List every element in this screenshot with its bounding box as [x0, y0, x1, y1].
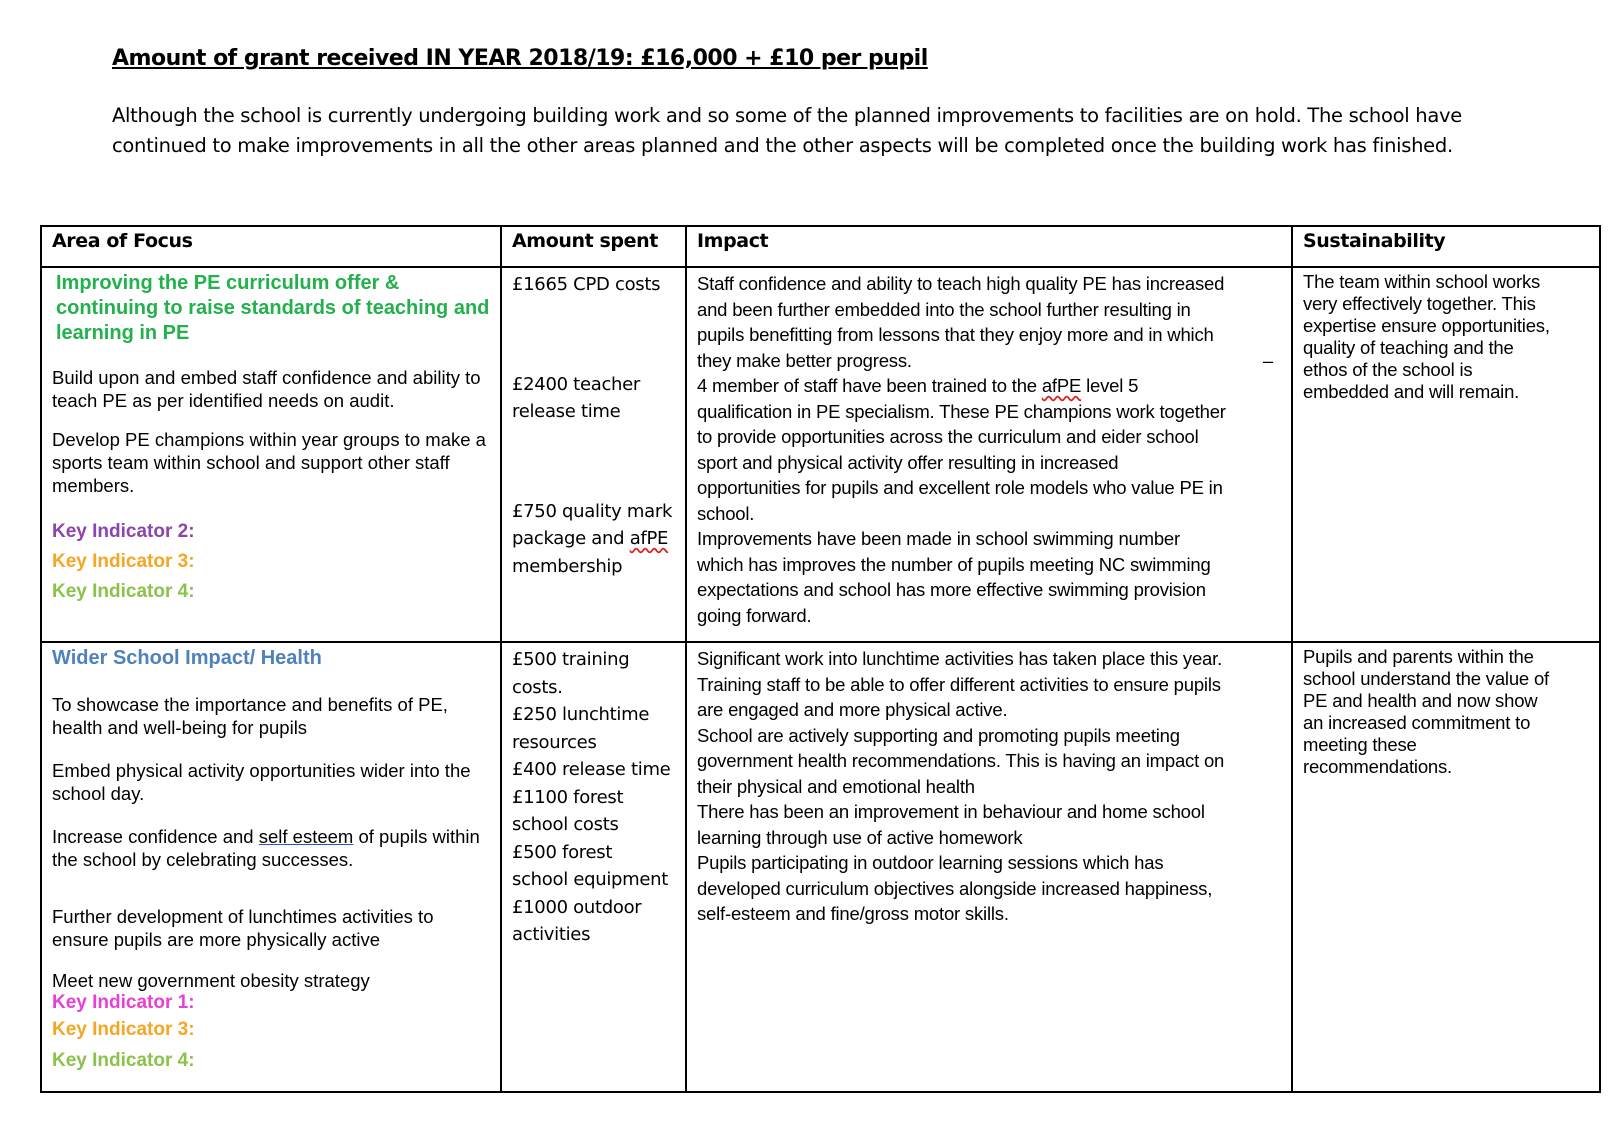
key-indicator: Key Indicator 4:	[52, 1050, 195, 1071]
amount-item: £250 lunchtime	[512, 704, 650, 725]
focus-title: Improving the PE curriculum offer & continuing to raise standards of teaching and learning in PE	[56, 272, 490, 344]
page-title: Amount of grant received IN YEAR 2018/19: £16,000 + £10 per pupil	[112, 46, 928, 71]
key-indicator: Key Indicator 2:	[52, 521, 195, 542]
key-indicator: Key Indicator 3:	[52, 551, 195, 572]
table-header-row	[41, 226, 1600, 267]
impact-line: Improvements have been made in school swimming number	[697, 528, 1180, 549]
sustainability-line: very effectively together. This	[1303, 293, 1536, 314]
focus-point: Meet new government obesity strategy	[52, 970, 370, 991]
amount-item: membership	[512, 555, 623, 577]
impact-line: School are actively supporting and promoting pupils meeting	[697, 724, 1180, 746]
spellcheck-word: afPE	[629, 528, 669, 549]
sustainability-line: Pupils and parents within the	[1303, 646, 1534, 667]
sustainability-line: an increased commitment to	[1303, 712, 1531, 733]
impact-line: learning through use of active homework	[697, 826, 1023, 848]
focus-title: Wider School Impact/ Health	[52, 647, 322, 669]
impact-line: Training staff to be able to offer different activities to ensure pupils	[697, 673, 1221, 695]
impact-line: opportunities for pupils and excellent role models who value PE in	[697, 477, 1223, 498]
impact-cell	[686, 267, 1292, 642]
impact-line: expectations and school has more effective swimming provision	[697, 579, 1206, 600]
amount-item: release time	[512, 401, 621, 422]
impact-line: self-esteem and fine/gross motor skills.	[697, 903, 1009, 924]
sustainability-line: The team within school works	[1303, 271, 1541, 292]
focus-point: Develop PE champions within year groups to make a sports team within school and support other staff members.	[52, 429, 486, 496]
impact-line: they make better progress. –	[697, 348, 1281, 374]
intro-paragraph	[112, 101, 1532, 161]
amount-item: package and afPE	[512, 528, 669, 549]
intro-line: continued to make improvements in all the other areas planned and the other aspects will be completed once the building work has finished.	[112, 134, 1453, 157]
impact-cell	[686, 642, 1292, 1092]
focus-point: Embed physical activity opportunities wider into the school day.	[52, 760, 471, 804]
key-indicator: Key Indicator 1:	[52, 992, 195, 1013]
impact-line: 4 member of staff have been trained to the afPE level 5	[697, 375, 1139, 396]
impact-line: and been further embedded into the school further resulting in	[697, 298, 1191, 320]
focus-cell	[41, 642, 501, 1092]
amount-item: school equipment	[512, 869, 669, 890]
amount-item: resources	[512, 731, 597, 753]
amount-item: school costs	[512, 814, 619, 835]
amount-cell	[501, 267, 686, 642]
sustainability-line: expertise ensure opportunities,	[1303, 315, 1550, 336]
impact-line: government health recommendations. This is having an impact on	[697, 750, 1225, 771]
amount-item: activities	[512, 924, 591, 945]
intro-line: Although the school is currently undergoing building work and so some of the planned improvements to facilities are on hold. The school have	[112, 104, 1462, 127]
impact-line: There has been an improvement in behaviour and home school	[697, 801, 1205, 822]
amount-item: £500 training	[512, 649, 630, 670]
impact-line: pupils benefitting from lessons that they enjoy more and in which	[697, 324, 1214, 345]
impact-line: to provide opportunities across the curriculum and eider school	[697, 426, 1199, 447]
sustainability-line: school understand the value of	[1303, 668, 1549, 689]
sustainability-line: embedded and will remain.	[1303, 381, 1520, 402]
impact-line: school.	[697, 502, 755, 524]
focus-point: To showcase the importance and benefits of PE, health and well-being for pupils	[52, 694, 448, 738]
table-row	[41, 267, 1600, 642]
spellcheck-word: afPE	[1041, 375, 1082, 396]
underlined-term: self esteem	[258, 826, 354, 847]
focus-point: Build upon and embed staff confidence and ability to teach PE as per identified needs on audit.	[52, 367, 481, 411]
header-area-of-focus: Area of Focus	[41, 226, 501, 267]
impact-line: qualification in PE specialism. These PE champions work together	[697, 400, 1226, 422]
focus-point: Further development of lunchtimes activities to ensure pupils are more physically active	[52, 906, 434, 950]
amount-item: £1665 CPD costs	[512, 274, 661, 295]
amount-item: £500 forest	[512, 841, 613, 863]
amount-item: £1000 outdoor	[512, 896, 642, 918]
impact-line: Significant work into lunchtime activities has taken place this year.	[697, 648, 1223, 669]
impact-line: going forward.	[697, 604, 812, 626]
dash-mark: –	[1262, 349, 1273, 371]
sustainability-cell	[1292, 642, 1600, 1092]
key-indicator: Key Indicator 4:	[52, 581, 195, 602]
focus-cell	[41, 267, 501, 642]
focus-point: Increase confidence and self esteem of pupils within the school by celebrating successes.	[52, 826, 480, 870]
header-amount-spent: Amount spent	[501, 226, 686, 267]
impact-line: which has improves the number of pupils meeting NC swimming	[697, 553, 1211, 575]
sustainability-line: quality of teaching and the	[1303, 337, 1514, 358]
impact-line: Pupils participating in outdoor learning sessions which has	[697, 852, 1164, 873]
impact-line: developed curriculum objectives alongside increased happiness,	[697, 877, 1213, 899]
sustainability-cell	[1292, 267, 1600, 642]
header-impact: Impact	[686, 226, 1292, 267]
impact-line: are engaged and more physical active.	[697, 699, 1008, 720]
key-indicator: Key Indicator 3:	[52, 1019, 195, 1040]
impact-line: sport and physical activity offer resulting in increased	[697, 451, 1119, 473]
amount-item: £2400 teacher	[512, 373, 641, 395]
amount-item: £750 quality mark	[512, 500, 673, 522]
impact-line: Staff confidence and ability to teach high quality PE has increased	[697, 273, 1225, 294]
table-row	[41, 642, 1600, 1092]
impact-line: their physical and emotional health	[697, 775, 975, 797]
amount-item: costs.	[512, 676, 563, 698]
sustainability-line: PE and health and now show	[1303, 690, 1538, 711]
sustainability-line: recommendations.	[1303, 756, 1452, 777]
sustainability-line: meeting these	[1303, 734, 1417, 755]
header-sustainability: Sustainability	[1292, 226, 1600, 267]
amount-item: £1100 forest	[512, 786, 624, 808]
sustainability-line: ethos of the school is	[1303, 359, 1473, 380]
amount-item: £400 release time	[512, 759, 671, 780]
pe-grant-table	[40, 225, 1601, 1093]
amount-cell	[501, 642, 686, 1092]
